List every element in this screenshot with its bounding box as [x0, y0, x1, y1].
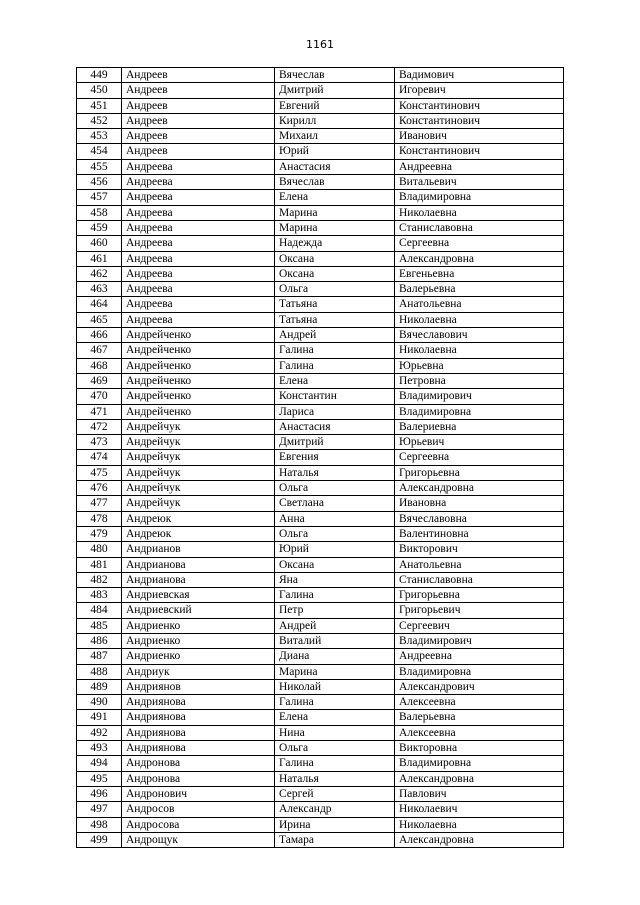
first-name-cell: Марина: [275, 220, 395, 235]
row-number-cell: 486: [77, 633, 122, 648]
table-row: [77, 817, 564, 832]
patronymic-cell: Александровна: [395, 832, 564, 847]
first-name-cell: Ольга: [275, 282, 395, 297]
first-name-cell: Надежда: [275, 236, 395, 251]
table-row: [77, 649, 564, 664]
row-number-cell: 499: [77, 832, 122, 847]
patronymic-cell: Вячеславович: [395, 328, 564, 343]
last-name-cell: Андреева: [122, 220, 275, 235]
table-row: [77, 83, 564, 98]
row-number-cell: 464: [77, 297, 122, 312]
last-name-cell: Андрейченко: [122, 404, 275, 419]
first-name-cell: Кирилл: [275, 113, 395, 128]
table-row: [77, 832, 564, 847]
row-number-cell: 479: [77, 526, 122, 541]
first-name-cell: Андрей: [275, 328, 395, 343]
first-name-cell: Ольга: [275, 526, 395, 541]
patronymic-cell: Александрович: [395, 679, 564, 694]
last-name-cell: Андрианова: [122, 572, 275, 587]
row-number-cell: 485: [77, 618, 122, 633]
row-number-cell: 456: [77, 175, 122, 190]
last-name-cell: Андриенко: [122, 649, 275, 664]
row-number-cell: 476: [77, 481, 122, 496]
patronymic-cell: Сергеевич: [395, 618, 564, 633]
table-row: [77, 664, 564, 679]
table-row: [77, 741, 564, 756]
last-name-cell: Андросов: [122, 802, 275, 817]
row-number-cell: 470: [77, 389, 122, 404]
table-row: [77, 358, 564, 373]
last-name-cell: Андрейченко: [122, 373, 275, 388]
first-name-cell: Диана: [275, 649, 395, 664]
table-row: [77, 756, 564, 771]
table-row: [77, 373, 564, 388]
last-name-cell: Андрианов: [122, 542, 275, 557]
last-name-cell: Андреев: [122, 68, 275, 83]
first-name-cell: Галина: [275, 343, 395, 358]
table-row: [77, 113, 564, 128]
last-name-cell: Андронович: [122, 786, 275, 801]
last-name-cell: Андриянова: [122, 741, 275, 756]
last-name-cell: Андреев: [122, 83, 275, 98]
patronymic-cell: Алексеевна: [395, 725, 564, 740]
table-row: [77, 695, 564, 710]
table-row: [77, 343, 564, 358]
first-name-cell: Галина: [275, 695, 395, 710]
last-name-cell: Андреева: [122, 159, 275, 174]
last-name-cell: Андрейчук: [122, 450, 275, 465]
row-number-cell: 452: [77, 113, 122, 128]
row-number-cell: 457: [77, 190, 122, 205]
row-number-cell: 491: [77, 710, 122, 725]
table-row: [77, 190, 564, 205]
row-number-cell: 473: [77, 435, 122, 450]
last-name-cell: Андриевский: [122, 603, 275, 618]
row-number-cell: 487: [77, 649, 122, 664]
page-number: 1161: [306, 38, 334, 51]
table-row: [77, 68, 564, 83]
table-row: [77, 572, 564, 587]
patronymic-cell: Григорьевич: [395, 603, 564, 618]
last-name-cell: Андреева: [122, 266, 275, 281]
row-number-cell: 480: [77, 542, 122, 557]
last-name-cell: Андрейчук: [122, 496, 275, 511]
first-name-cell: Оксана: [275, 557, 395, 572]
row-number-cell: 497: [77, 802, 122, 817]
last-name-cell: Андреев: [122, 144, 275, 159]
last-name-cell: Андрейченко: [122, 343, 275, 358]
last-name-cell: Андреев: [122, 129, 275, 144]
table-row: [77, 159, 564, 174]
patronymic-cell: Станиславовна: [395, 220, 564, 235]
patronymic-cell: Андреевна: [395, 159, 564, 174]
table-row: [77, 771, 564, 786]
row-number-cell: 494: [77, 756, 122, 771]
patronymic-cell: Витальевич: [395, 175, 564, 190]
table-row: [77, 236, 564, 251]
table-row: [77, 251, 564, 266]
patronymic-cell: Николаевна: [395, 205, 564, 220]
last-name-cell: Андриянов: [122, 679, 275, 694]
name-registry-table: [76, 67, 564, 848]
first-name-cell: Константин: [275, 389, 395, 404]
last-name-cell: Андриенко: [122, 618, 275, 633]
row-number-cell: 465: [77, 312, 122, 327]
patronymic-cell: Викторовна: [395, 741, 564, 756]
first-name-cell: Татьяна: [275, 297, 395, 312]
table-row: [77, 175, 564, 190]
row-number-cell: 496: [77, 786, 122, 801]
table-row: [77, 297, 564, 312]
table-row: [77, 557, 564, 572]
table-row: [77, 129, 564, 144]
first-name-cell: Елена: [275, 190, 395, 205]
row-number-cell: 477: [77, 496, 122, 511]
row-number-cell: 481: [77, 557, 122, 572]
last-name-cell: Андриук: [122, 664, 275, 679]
patronymic-cell: Николаевич: [395, 802, 564, 817]
first-name-cell: Вячеслав: [275, 68, 395, 83]
table-row: [77, 450, 564, 465]
row-number-cell: 468: [77, 358, 122, 373]
first-name-cell: Галина: [275, 756, 395, 771]
first-name-cell: Дмитрий: [275, 435, 395, 450]
row-number-cell: 498: [77, 817, 122, 832]
first-name-cell: Сергей: [275, 786, 395, 801]
patronymic-cell: Александровна: [395, 771, 564, 786]
row-number-cell: 455: [77, 159, 122, 174]
first-name-cell: Юрий: [275, 144, 395, 159]
table-row: [77, 205, 564, 220]
last-name-cell: Андреюк: [122, 511, 275, 526]
row-number-cell: 483: [77, 588, 122, 603]
first-name-cell: Михаил: [275, 129, 395, 144]
row-number-cell: 493: [77, 741, 122, 756]
last-name-cell: Андреева: [122, 205, 275, 220]
row-number-cell: 462: [77, 266, 122, 281]
first-name-cell: Анна: [275, 511, 395, 526]
row-number-cell: 478: [77, 511, 122, 526]
last-name-cell: Андросова: [122, 817, 275, 832]
row-number-cell: 463: [77, 282, 122, 297]
first-name-cell: Наталья: [275, 771, 395, 786]
patronymic-cell: Николаевна: [395, 312, 564, 327]
table-row: [77, 465, 564, 480]
table-body: [77, 68, 564, 848]
first-name-cell: Марина: [275, 664, 395, 679]
table-row: [77, 98, 564, 113]
first-name-cell: Ольга: [275, 481, 395, 496]
last-name-cell: Андронова: [122, 756, 275, 771]
table-row: [77, 496, 564, 511]
last-name-cell: Андриянова: [122, 710, 275, 725]
row-number-cell: 475: [77, 465, 122, 480]
table-row: [77, 526, 564, 541]
first-name-cell: Галина: [275, 358, 395, 373]
patronymic-cell: Сергеевна: [395, 450, 564, 465]
first-name-cell: Наталья: [275, 465, 395, 480]
last-name-cell: Андриянова: [122, 725, 275, 740]
first-name-cell: Анастасия: [275, 159, 395, 174]
first-name-cell: Елена: [275, 373, 395, 388]
patronymic-cell: Валерьевна: [395, 710, 564, 725]
row-number-cell: 453: [77, 129, 122, 144]
row-number-cell: 492: [77, 725, 122, 740]
row-number-cell: 471: [77, 404, 122, 419]
row-number-cell: 482: [77, 572, 122, 587]
table-row: [77, 725, 564, 740]
row-number-cell: 454: [77, 144, 122, 159]
patronymic-cell: Владимировна: [395, 756, 564, 771]
row-number-cell: 490: [77, 695, 122, 710]
last-name-cell: Андрощук: [122, 832, 275, 847]
table-row: [77, 633, 564, 648]
first-name-cell: Елена: [275, 710, 395, 725]
last-name-cell: Андриянова: [122, 695, 275, 710]
last-name-cell: Андрейчук: [122, 465, 275, 480]
table-row: [77, 144, 564, 159]
patronymic-cell: Григорьевна: [395, 465, 564, 480]
patronymic-cell: Константинович: [395, 144, 564, 159]
patronymic-cell: Сергеевна: [395, 236, 564, 251]
table-row: [77, 435, 564, 450]
first-name-cell: Ирина: [275, 817, 395, 832]
patronymic-cell: Владимирович: [395, 633, 564, 648]
table-row: [77, 328, 564, 343]
row-number-cell: 472: [77, 419, 122, 434]
last-name-cell: Андреева: [122, 175, 275, 190]
patronymic-cell: Николаевна: [395, 343, 564, 358]
patronymic-cell: Валериевна: [395, 419, 564, 434]
last-name-cell: Андриенко: [122, 633, 275, 648]
last-name-cell: Андреева: [122, 312, 275, 327]
table-row: [77, 786, 564, 801]
patronymic-cell: Александровна: [395, 251, 564, 266]
last-name-cell: Андрейченко: [122, 358, 275, 373]
first-name-cell: Нина: [275, 725, 395, 740]
last-name-cell: Андрейчук: [122, 419, 275, 434]
first-name-cell: Виталий: [275, 633, 395, 648]
table-row: [77, 802, 564, 817]
first-name-cell: Оксана: [275, 251, 395, 266]
last-name-cell: Андреева: [122, 297, 275, 312]
patronymic-cell: Евгеньевна: [395, 266, 564, 281]
first-name-cell: Евгения: [275, 450, 395, 465]
first-name-cell: Дмитрий: [275, 83, 395, 98]
row-number-cell: 451: [77, 98, 122, 113]
patronymic-cell: Валерьевна: [395, 282, 564, 297]
table-row: [77, 588, 564, 603]
first-name-cell: Марина: [275, 205, 395, 220]
last-name-cell: Андрейченко: [122, 389, 275, 404]
last-name-cell: Андрианова: [122, 557, 275, 572]
patronymic-cell: Викторович: [395, 542, 564, 557]
patronymic-cell: Валентиновна: [395, 526, 564, 541]
row-number-cell: 459: [77, 220, 122, 235]
patronymic-cell: Алексеевна: [395, 695, 564, 710]
first-name-cell: Ольга: [275, 741, 395, 756]
row-number-cell: 495: [77, 771, 122, 786]
first-name-cell: Татьяна: [275, 312, 395, 327]
last-name-cell: Андриевская: [122, 588, 275, 603]
table-row: [77, 511, 564, 526]
first-name-cell: Евгений: [275, 98, 395, 113]
first-name-cell: Оксана: [275, 266, 395, 281]
patronymic-cell: Григорьевна: [395, 588, 564, 603]
patronymic-cell: Владимировна: [395, 664, 564, 679]
patronymic-cell: Владимирович: [395, 389, 564, 404]
first-name-cell: Вячеслав: [275, 175, 395, 190]
first-name-cell: Анастасия: [275, 419, 395, 434]
patronymic-cell: Александровна: [395, 481, 564, 496]
patronymic-cell: Ивановна: [395, 496, 564, 511]
patronymic-cell: Вадимович: [395, 68, 564, 83]
patronymic-cell: Николаевна: [395, 817, 564, 832]
row-number-cell: 467: [77, 343, 122, 358]
table-row: [77, 542, 564, 557]
last-name-cell: Андрейчук: [122, 481, 275, 496]
last-name-cell: Андреева: [122, 236, 275, 251]
first-name-cell: Светлана: [275, 496, 395, 511]
row-number-cell: 449: [77, 68, 122, 83]
first-name-cell: Яна: [275, 572, 395, 587]
patronymic-cell: Петровна: [395, 373, 564, 388]
patronymic-cell: Константинович: [395, 98, 564, 113]
table-row: [77, 603, 564, 618]
last-name-cell: Андреева: [122, 251, 275, 266]
patronymic-cell: Игоревич: [395, 83, 564, 98]
row-number-cell: 450: [77, 83, 122, 98]
last-name-cell: Андронова: [122, 771, 275, 786]
patronymic-cell: Юрьевна: [395, 358, 564, 373]
row-number-cell: 469: [77, 373, 122, 388]
table-row: [77, 618, 564, 633]
patronymic-cell: Юрьевич: [395, 435, 564, 450]
first-name-cell: Петр: [275, 603, 395, 618]
last-name-cell: Андреева: [122, 282, 275, 297]
first-name-cell: Тамара: [275, 832, 395, 847]
patronymic-cell: Андреевна: [395, 649, 564, 664]
last-name-cell: Андрейчук: [122, 435, 275, 450]
patronymic-cell: Анатольевна: [395, 297, 564, 312]
first-name-cell: Галина: [275, 588, 395, 603]
patronymic-cell: Константинович: [395, 113, 564, 128]
row-number-cell: 461: [77, 251, 122, 266]
patronymic-cell: Анатольевна: [395, 557, 564, 572]
last-name-cell: Андреюк: [122, 526, 275, 541]
first-name-cell: Юрий: [275, 542, 395, 557]
row-number-cell: 489: [77, 679, 122, 694]
last-name-cell: Андреев: [122, 98, 275, 113]
table-row: [77, 282, 564, 297]
patronymic-cell: Иванович: [395, 129, 564, 144]
row-number-cell: 458: [77, 205, 122, 220]
row-number-cell: 488: [77, 664, 122, 679]
table-row: [77, 220, 564, 235]
table-row: [77, 679, 564, 694]
patronymic-cell: Владимировна: [395, 190, 564, 205]
last-name-cell: Андреева: [122, 190, 275, 205]
first-name-cell: Александр: [275, 802, 395, 817]
table-row: [77, 312, 564, 327]
table-row: [77, 710, 564, 725]
patronymic-cell: Вячеславовна: [395, 511, 564, 526]
row-number-cell: 460: [77, 236, 122, 251]
last-name-cell: Андрейченко: [122, 328, 275, 343]
first-name-cell: Николай: [275, 679, 395, 694]
table-row: [77, 266, 564, 281]
patronymic-cell: Владимировна: [395, 404, 564, 419]
row-number-cell: 474: [77, 450, 122, 465]
first-name-cell: Андрей: [275, 618, 395, 633]
row-number-cell: 484: [77, 603, 122, 618]
first-name-cell: Лариса: [275, 404, 395, 419]
table-row: [77, 481, 564, 496]
table-row: [77, 389, 564, 404]
patronymic-cell: Станиславовна: [395, 572, 564, 587]
patronymic-cell: Павлович: [395, 786, 564, 801]
last-name-cell: Андреев: [122, 113, 275, 128]
table-row: [77, 419, 564, 434]
table-row: [77, 404, 564, 419]
row-number-cell: 466: [77, 328, 122, 343]
